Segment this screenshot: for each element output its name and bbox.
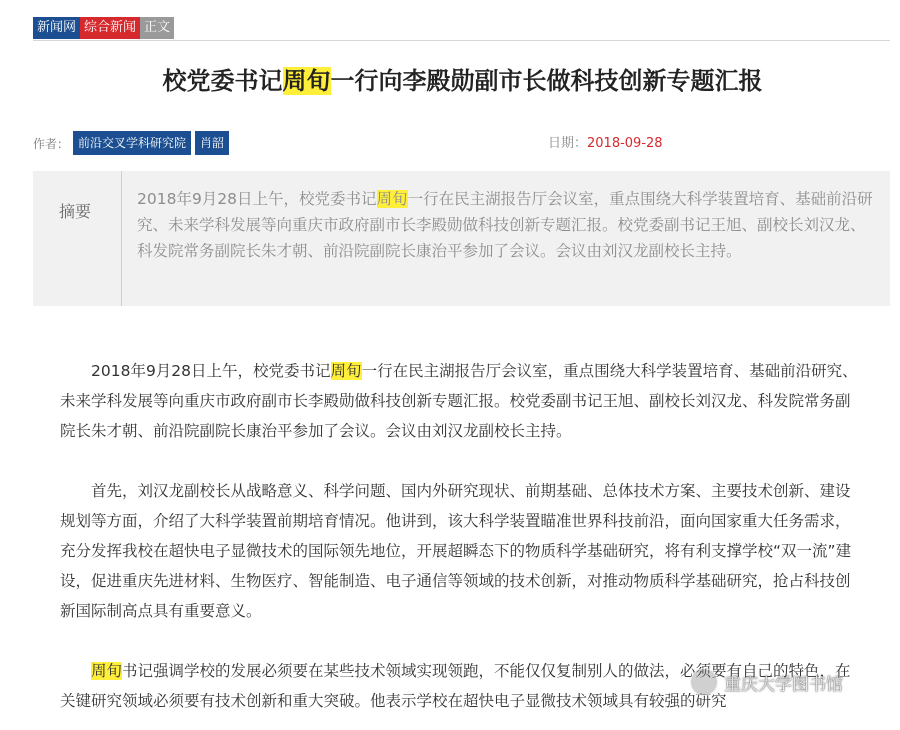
paragraph-3-highlight: 周旬	[91, 662, 123, 680]
paragraph-1-highlight: 周旬	[330, 362, 362, 380]
abstract-text-post: 一行在民主湖报告厅会议室，重点围绕大科学装置培育、基础前沿研究、未来学科发展等向重庆市政府副市长李殿勋做科技创新专题汇报。校党委副书记王旭、副校长刘汉龙、科发院常务副院长朱才朝、前沿院副院长康治平参加了会议。会议由刘汉龙副校长主持。	[137, 190, 873, 260]
author-tag-institute[interactable]: 前沿交叉学科研究院	[73, 131, 191, 155]
title-highlight: 周旬	[282, 67, 331, 95]
page-title	[0, 64, 900, 98]
title-text-post: 一行向李殿勋副市长做科技创新专题汇报	[330, 67, 763, 95]
paragraph-1-pre: 2018年9月28日上午，校党委书记	[91, 362, 331, 380]
breadcrumb-article: 正文	[140, 17, 174, 39]
paragraph-3-post: 书记强调学校的发展必须要在某些技术领域实现领跑，不能仅仅复制别人的做法，必须要有自己的特色，在关键研究领域必须要有技术创新和重大突破。他表示学校在超快电子显微技术领域具有较强的研究	[60, 662, 851, 710]
library-logo-icon	[690, 668, 718, 696]
abstract-label: 摘要	[59, 202, 92, 221]
breadcrumb	[33, 17, 174, 39]
header-divider	[33, 40, 890, 41]
abstract-text-pre: 2018年9月28日上午，校党委书记	[137, 190, 377, 208]
abstract-text	[137, 186, 875, 264]
library-watermark	[690, 668, 843, 696]
abstract-divider	[121, 171, 122, 306]
article-paragraph-2: 首先，刘汉龙副校长从战略意义、科学问题、国内外研究现状、前期基础、总体技术方案、主要技术创新、建设规划等方面，介绍了大科学装置前期培育情况。他讲到，该大科学装置瞄准世界科技前沿，面向国家重大任务需求，充分发挥我校在超快电子显微技术的国际领先地位，开展超瞬态下的物质科学基础研究，将有利支撑学校“双一流”建设，促进重庆先进材料、生物医疗、智能制造、电子通信等领域的技术创新，对推动物质科学基础研究，抢占科技创新国际制高点具有重要意义。	[60, 482, 852, 620]
watermark-text: 重庆大学图书馆	[724, 674, 843, 695]
breadcrumb-news-site[interactable]: 新闻网	[33, 17, 80, 39]
author-info	[33, 131, 233, 155]
date-value: 2018-09-28	[587, 136, 663, 151]
title-text-pre: 校党委书记	[162, 67, 283, 95]
author-label: 作者：	[33, 136, 70, 151]
paragraph-1-post: 一行在民主湖报告厅会议室，重点围绕大科学装置培育、基础前沿研究、未来学科发展等向重庆市政府副市长李殿勋做科技创新专题汇报。校党委副书记王旭、副校长刘汉龙、科发院常务副院长朱才朝、前沿院副院长康治平参加了会议。会议由刘汉龙副校长主持。	[60, 362, 858, 440]
article-paragraph-1	[60, 356, 860, 446]
publish-date	[548, 132, 663, 151]
abstract-highlight: 周旬	[376, 190, 408, 208]
breadcrumb-general-news[interactable]: 综合新闻	[80, 17, 140, 39]
author-tag-person[interactable]: 肖韶	[195, 131, 229, 155]
date-label: 日期：	[548, 136, 588, 151]
abstract-box	[33, 171, 890, 306]
